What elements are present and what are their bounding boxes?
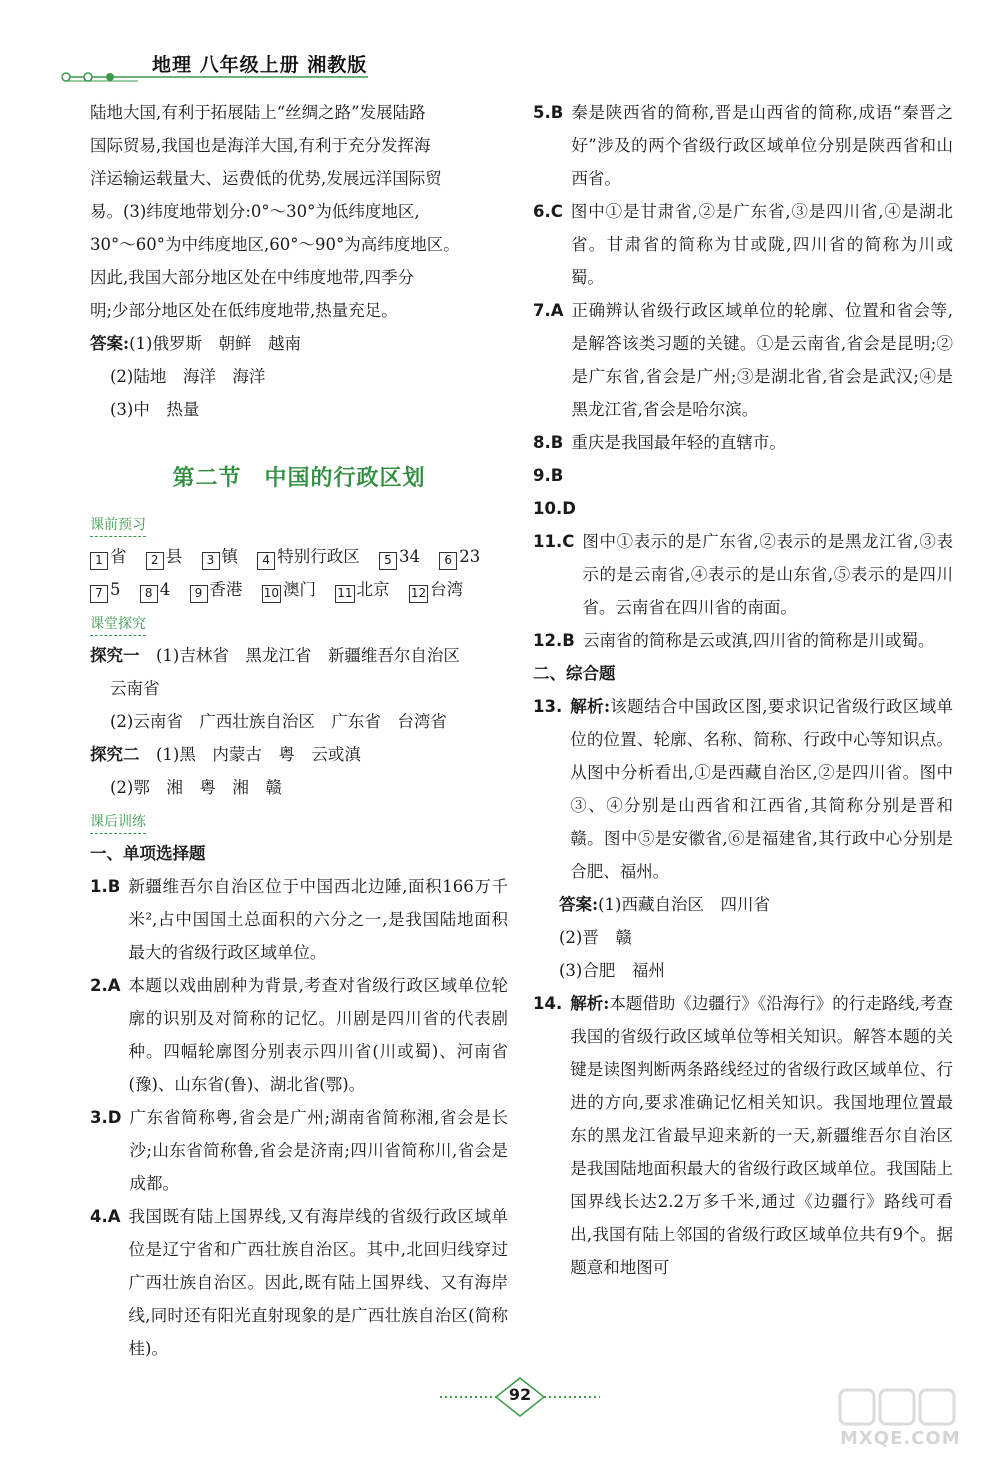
watermark-text: MXQE.COM (840, 1428, 961, 1449)
intro-line: 30°～60°为中纬度地区,60°～90°为高纬度地区。 (90, 235, 460, 254)
question-text: 广东省简称粤,省会是广州;湖南省简称湘,省会是长沙;山东省简称鲁,省会是济南;四川省简称川,省会是成都。 (129, 1108, 508, 1193)
question-number: 10.D (533, 499, 576, 518)
question (533, 426, 953, 459)
intro-line: 国际贸易,我国也是海洋大国,有利于充分发挥海 (90, 136, 431, 155)
tag-preview: 课前预习 (90, 514, 146, 537)
q13-answer-line: (3)合肥 福州 (559, 961, 665, 980)
header-title: 地理 八年级上册 湘教版 (152, 54, 368, 76)
preview-item: 11 北京 (335, 580, 389, 599)
analysis-text: 该题结合中国政区图,要求识记省级行政区域单位的位置、轮廓、名称、简称、行政中心等知识点。从图中分析看出,①是西藏自治区,②是四川省。图中③、④分别是山西省和江西省,其简称分别是晋和赣。图中⑤是安徽省,⑥是福建省,其行政中心分别是合肥、福州。 (570, 697, 953, 881)
question (90, 870, 508, 969)
right-column (533, 96, 953, 1284)
question-text: 秦是陕西省的简称,晋是山西省的简称,成语“秦晋之好”涉及的两个省级行政区域单位分别是陕西省和山西省。 (571, 103, 953, 188)
section-title: 第二节 中国的行政区划 (172, 466, 426, 491)
question-number: 1.B (90, 877, 121, 896)
intro-line: 陆地大国,有利于拓展陆上“丝绸之路”发展陆路 (90, 103, 426, 122)
explore1-line: (2)云南省 广西壮族自治区 广东省 台湾省 (110, 712, 447, 731)
part2-title: 二、综合题 (533, 664, 616, 683)
preview-row-2 (90, 573, 508, 606)
question-number: 4.A (90, 1207, 121, 1226)
answer-line: (3)中 热量 (110, 400, 200, 419)
preview-item: 6 23 (439, 547, 480, 566)
explore2-line: 探究二 (1)黑 内蒙古 粤 云或滇 (90, 745, 361, 764)
intro-line: 因此,我国大部分地区处在中纬度地带,四季分 (90, 268, 414, 287)
preview-item: 3 镇 (202, 547, 239, 566)
left-column (90, 96, 508, 1365)
question-text: 重庆是我国最年轻的直辖市。 (571, 433, 786, 452)
analysis-text: 本题借助《边疆行》《沿海行》的行走路线,考查我国的省级行政区域单位等相关知识。解答本题的关键是读图判断两条路线经过的省级行政区域单位、行进的方向,要求准确记忆相关知识。我国地理位置最东的黑龙江省最早迎来新的一天,新疆维吾尔自治区是我国陆地面积最大的省级行政区域单位。我国陆上国界线长达2.2万多千米,通过《边疆行》路线可看出,我国有陆上邻国的省级行政区域单位共有9个。据题意和地图可 (570, 994, 953, 1277)
question-14 (533, 987, 953, 1284)
page-footer (440, 1376, 600, 1418)
question-number: 8.B (533, 433, 564, 452)
tag-after: 课后训练 (90, 811, 146, 834)
question (533, 459, 953, 492)
question-number: 7.A (533, 301, 564, 320)
analysis-label: 解析: (570, 994, 610, 1013)
page-number: 92 (508, 1385, 532, 1404)
question-text: 新疆维吾尔自治区位于中国西北边陲,面积166万千米²,占中国国土总面积的六分之一,是我国陆地面积最大的省级行政区域单位。 (128, 877, 508, 962)
preview-item: 4 特别行政区 (257, 547, 360, 566)
question-number: 9.B (533, 466, 564, 485)
question-text: 图中①表示的是广东省,②表示的是黑龙江省,③表示的是云南省,④表示的是山东省,⑤表示的是四川省。云南省在四川省的南面。 (582, 532, 953, 617)
question (90, 1101, 508, 1200)
question-text: 云南省的简称是云或滇,四川省的简称是川或蜀。 (582, 631, 935, 650)
question-number: 12.B (533, 631, 575, 650)
watermark-logo (836, 1386, 986, 1456)
question-number: 2.A (90, 976, 121, 995)
question (533, 96, 953, 195)
question-text (562, 987, 953, 1284)
explore1-label: 探究一 (90, 646, 140, 665)
answer-line (90, 327, 508, 360)
analysis-label: 解析: (570, 697, 611, 716)
question-text: 正确辨认省级行政区域单位的轮廓、位置和省会等,是解答该类习题的关键。①是云南省,省会是昆明;②是广东省,省会是广州;③是湖北省,省会是武汉;④是黑龙江省,省会是哈尔滨。 (571, 301, 953, 419)
explore1-line: 云南省 (110, 679, 160, 698)
answer-label: 答案: (90, 334, 130, 353)
question (533, 492, 953, 525)
question-text (562, 690, 953, 888)
preview-item: 8 4 (140, 580, 171, 599)
explore1-line: 探究一 (1)吉林省 黑龙江省 新疆维吾尔自治区 (90, 646, 460, 665)
question-number: 5.B (533, 103, 564, 122)
page-header (58, 40, 378, 90)
question-text (563, 459, 953, 492)
intro-line: 洋运输运载量大、运费低的优势,发展远洋国际贸 (90, 169, 442, 188)
question (533, 294, 953, 426)
q13-answer-line: 答案:(1)西藏自治区 四川省 (559, 895, 770, 914)
preview-item: 7 5 (90, 580, 121, 599)
preview-item: 2 县 (146, 547, 183, 566)
explore2-line: (2)鄂 湘 粤 湘 赣 (110, 778, 282, 797)
question-number: 11.C (533, 532, 575, 551)
question-text: 图中①是甘肃省,②是广东省,③是四川省,④是湖北省。甘肃省的简称为甘或陇,四川省的简称为川或蜀。 (570, 202, 953, 287)
intro-line: 明;少部分地区处在低纬度地带,热量充足。 (90, 301, 398, 320)
question-number: 14. (533, 994, 563, 1013)
tag-class: 课堂探究 (90, 613, 146, 636)
part1-title: 一、单项选择题 (90, 844, 206, 863)
preview-item: 12 台湾 (409, 580, 463, 599)
question-number: 6.C (533, 202, 563, 221)
question-13 (533, 690, 953, 888)
answer-label: 答案: (559, 895, 599, 914)
question-number: 3.D (90, 1108, 122, 1127)
preview-item: 5 34 (379, 547, 420, 566)
question-number: 13. (533, 697, 563, 716)
answer-text: (1)俄罗斯 朝鲜 越南 (129, 334, 301, 353)
question (533, 195, 953, 294)
question-text (576, 492, 953, 525)
question-text: 我国既有陆上国界线,又有海岸线的省级行政区域单位是辽宁省和广西壮族自治区。其中,北回归线穿过广西壮族自治区。因此,既有陆上国界线、又有海岸线,同时还有阳光直射现象的是广西壮族自治区(简称桂)。 (128, 1207, 508, 1358)
q13-answer-line: (2)晋 赣 (559, 928, 632, 947)
question (90, 1200, 508, 1365)
question (533, 525, 953, 624)
intro-line: 易。(3)纬度地带划分:0°～30°为低纬度地区, (90, 202, 420, 221)
question (533, 624, 953, 657)
preview-row-1 (90, 540, 508, 573)
question-text: 本题以戏曲剧种为背景,考查对省级行政区域单位轮廓的识别及对简称的记忆。川剧是四川省的代表剧种。四幅轮廓图分别表示四川省(川或蜀)、河南省(豫)、山东省(鲁)、湖北省(鄂)。 (128, 976, 508, 1094)
preview-item: 1 省 (90, 547, 127, 566)
preview-item: 10 澳门 (262, 580, 316, 599)
watermark-icon (836, 1386, 986, 1430)
answer-line: (2)陆地 海洋 海洋 (110, 367, 266, 386)
explore2-label: 探究二 (90, 745, 140, 764)
preview-item: 9 香港 (190, 580, 243, 599)
question (90, 969, 508, 1101)
